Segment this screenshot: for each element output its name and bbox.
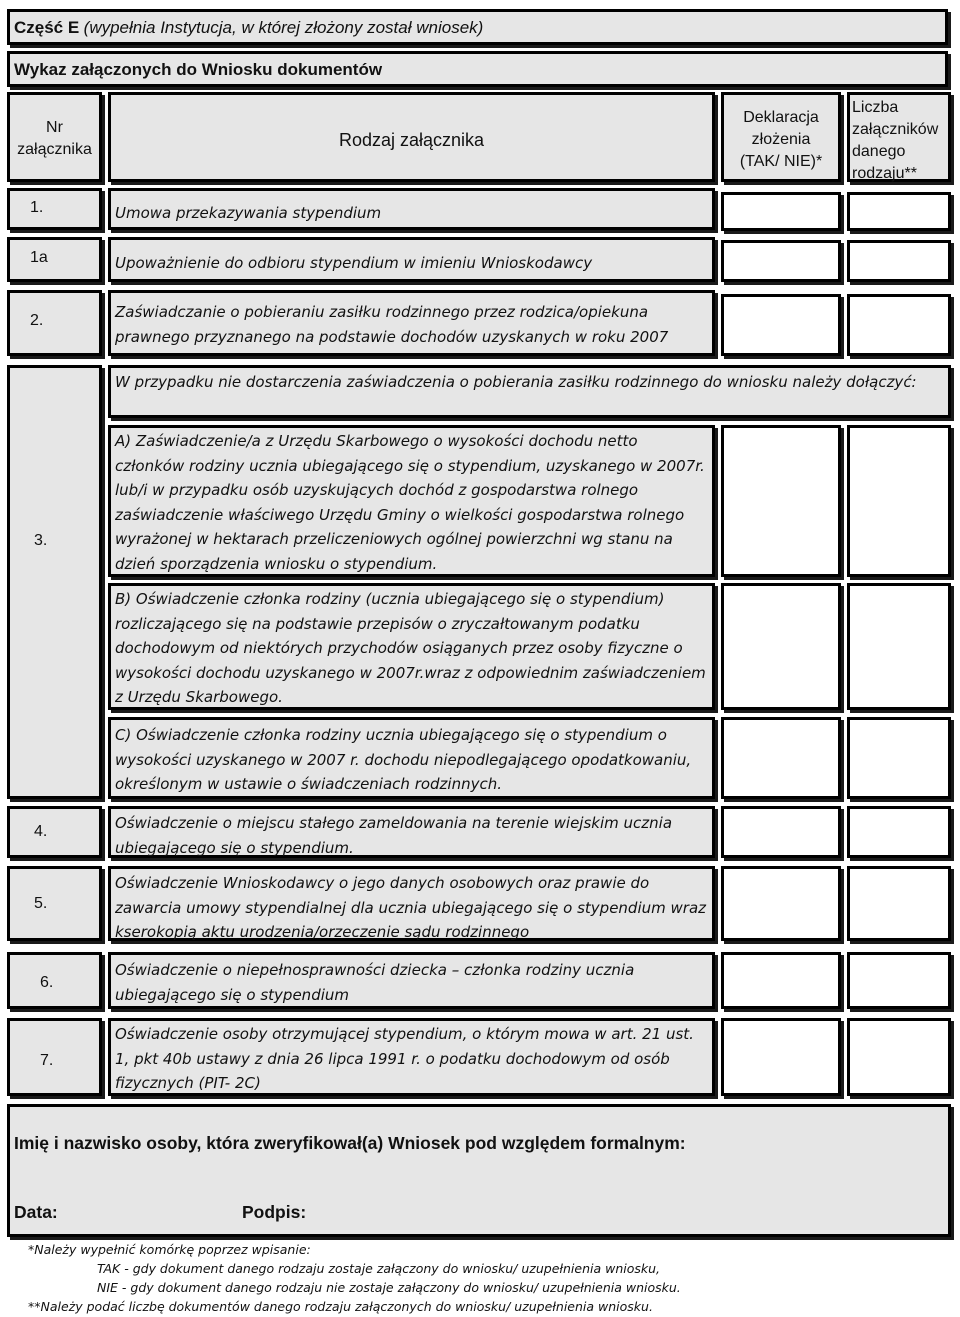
col-header-count [847,92,951,182]
row-3c-count-input[interactable] [847,717,951,799]
row-3c-declaration-input[interactable] [721,717,841,799]
row-3a-count-input[interactable] [847,425,951,577]
row-number: 1a [30,249,48,266]
row-3-sub-b-text: B) Oświadczenie członka rodziny (ucznia ubiegającego się o stypendium) rozliczającego się na podstawie przepisów o zryczałtowanym podatku dochodowym od niektórych przychodów osiąganych przez osoby fizyczne o wysokości dochodu uzyskanego w 2007r.wraz z odpowiednim zaświadczeniem z Urzędu Skarbowego. [115,590,706,706]
list-title-bar [7,51,948,87]
footnote-nie: NIE - gdy dokument danego rodzaju nie zostaje załączony do wniosku/ uzupełnienia wniosku. [97,1280,681,1295]
row-text: Upoważnienie do odbioru stypendium w imieniu Wnioskodawcy [115,254,593,272]
row-number: 7. [40,1052,54,1069]
row-6-declaration-input[interactable] [721,952,841,1009]
row-3a-declaration-input[interactable] [721,425,841,577]
section-title-line [14,18,483,38]
row-3-sub-c-text: C) Oświadczenie członka rodziny ucznia ubiegającego się o stypendium o wysokości uzyskanego w 2007 r. dochodu niepodlegającego opodatkowaniu, określonym w ustawie o świadczeniach rodzinnych. [115,726,692,793]
row-3b-declaration-input[interactable] [721,583,841,710]
row-number: 1. [30,199,44,216]
row-2-count-input[interactable] [847,294,951,356]
date-label: Data: [14,1202,58,1222]
row-3-sub-a [108,425,715,577]
section-header [7,9,948,45]
row-1a-declaration-input[interactable] [721,240,841,282]
row-7-count-input[interactable] [847,1018,951,1096]
part-subtitle: (wypełnia Instytucja, w której złożony został wniosek) [83,18,484,37]
row-number: 5. [34,895,48,912]
row-2-nr [7,290,102,356]
list-title: Wykaz załączonych do Wniosku dokumentów [14,60,383,79]
footnote-tak: TAK - gdy dokument danego rodzaju zostaje załączony do wniosku/ uzupełnienia wniosku, [97,1261,661,1276]
row-5-declaration-input[interactable] [721,866,841,941]
row-4-type [108,806,715,858]
row-5-type [108,866,715,941]
row-3-intro [108,365,951,418]
row-4-nr [7,806,102,858]
row-3-nr [7,365,102,799]
row-3-intro-text: W przypadku nie dostarczenia zaświadczenia o pobierania zasiłku rodzinnego do wniosku należy dołączyć: [115,373,917,391]
row-3-sub-a-text: A) Zaświadczenie/a z Urzędu Skarbowego o wysokości dochodu netto członków rodziny ucznia ubiegającego się o stypendium, uzyskanego w 2007r. lub/i w przypadku osób uzyskujących dochód z gospodarstwa rolnego zaświadczenie właściwego Urzędu Gminy o wielkości gospodarstwa rolnego wyrażonej w hektarach przeliczeniowych ogólnej powierzchni wg stanu na dzień sporządzenia wniosku o stypendium. [115,432,705,573]
col-header-nr [7,92,102,182]
row-text: Oświadczenie o miejscu stałego zameldowania na terenie wiejskim ucznia ubiegającego się o stypendium. [115,814,673,857]
row-text: Zaświadczanie o pobieraniu zasiłku rodzinnego przez rodzica/opiekuna prawnego przyznanego na podstawie dochodów uzyskanych w roku 2007 [115,303,669,346]
row-text: Oświadczenie o niepełnosprawności dziecka – członka rodziny ucznia ubiegającego się o stypendium [115,961,635,1004]
row-7-nr [7,1018,102,1096]
verification-label: Imię i nazwisko osoby, która zweryfikował(a) Wniosek pod względem formalnym: [14,1133,686,1153]
verification-box [7,1104,951,1237]
row-1a-count-input[interactable] [847,240,951,282]
row-5-count-input[interactable] [847,866,951,941]
col-header-type [108,92,715,182]
row-1a-type [108,237,715,282]
col-header-type-text: Rodzaj załącznika [338,130,485,150]
row-1-count-input[interactable] [847,192,951,231]
row-6-count-input[interactable] [847,952,951,1009]
col-header-count-text: Liczba załączników danego rodzaju** [852,99,939,182]
col-header-declaration [721,92,841,182]
row-4-count-input[interactable] [847,806,951,858]
row-1a-nr [7,237,102,282]
signature-label: Podpis: [242,1202,307,1222]
part-title: Część E [14,18,80,37]
row-text: Umowa przekazywania stypendium [115,204,382,222]
footnote-1: *Należy wypełnić komórkę poprzez wpisanie: [28,1242,311,1257]
row-2-declaration-input[interactable] [721,294,841,356]
row-1-nr [7,188,102,230]
row-1-type [108,188,715,230]
row-text: Oświadczenie osoby otrzymującej stypendium, o którym mowa w art. 21 ust. 1, pkt 40b ustawy z dnia 26 lipca 1991 r. o podatku dochodowym od osób fizycznych (PIT- 2C) [115,1025,694,1092]
row-number: 3. [34,532,48,549]
row-6-type [108,952,715,1009]
col-header-declaration-text: Deklaracja złożenia (TAK/ NIE)* [739,109,823,170]
row-6-nr [7,952,102,1009]
row-7-declaration-input[interactable] [721,1018,841,1096]
row-4-declaration-input[interactable] [721,806,841,858]
row-1-declaration-input[interactable] [721,192,841,231]
footnote-2: **Należy podać liczbę dokumentów danego rodzaju załączonych do wniosku/ uzupełnienia wniosku. [28,1299,653,1314]
row-3-sub-c [108,717,715,799]
row-number: 6. [40,974,54,991]
row-3-sub-b [108,583,715,710]
row-number: 2. [30,312,44,329]
row-2-type [108,290,715,356]
col-header-nr-text: Nr załącznika [17,119,92,158]
row-text: Oświadczenie Wnioskodawcy o jego danych osobowych oraz prawie do zawarcia umowy stypendialnej dla ucznia ubiegającego się o stypendium wraz kserokopią aktu urodzenia/orzeczenie sądu rodzinnego [115,874,707,941]
row-7-type [108,1018,715,1096]
row-5-nr [7,866,102,941]
row-3b-count-input[interactable] [847,583,951,710]
row-number: 4. [34,823,48,840]
